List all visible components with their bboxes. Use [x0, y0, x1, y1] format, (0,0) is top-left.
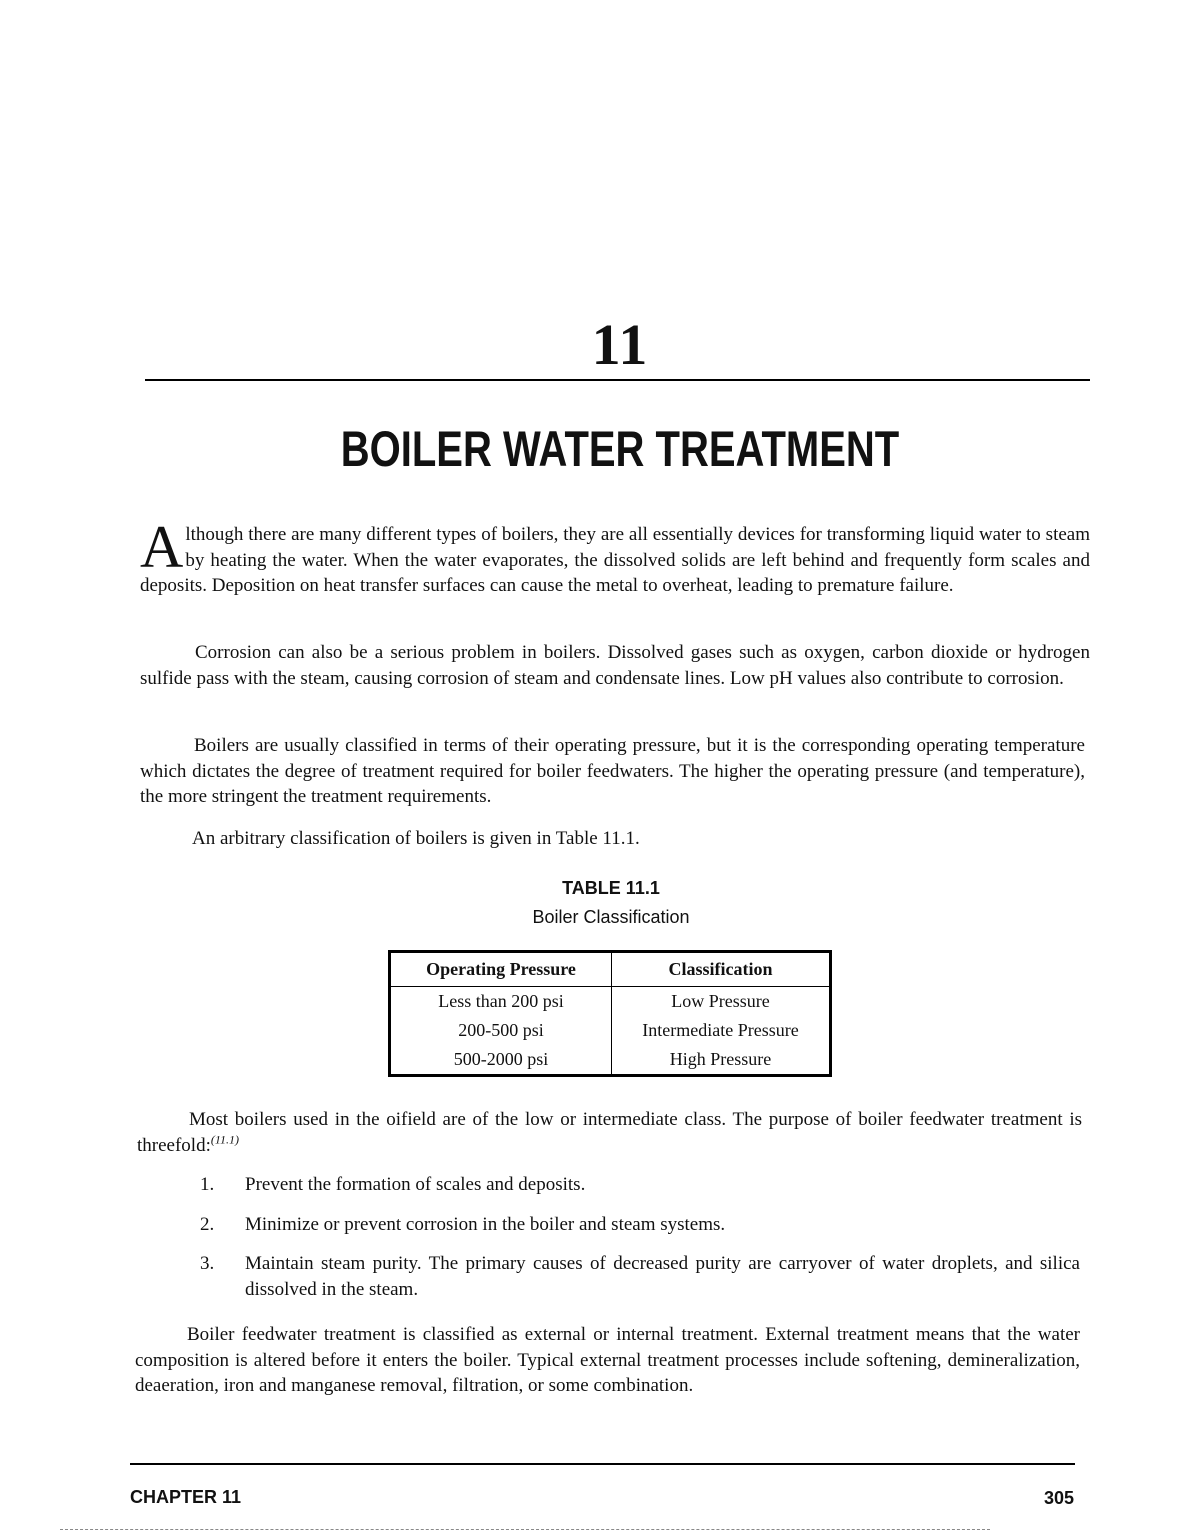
table-cell-classification: Low Pressure [671, 991, 770, 1011]
list-item-text: Maintain steam purity. The primary causes of decreased purity are carryover of water droplets, and silica dissolved in the steam. [245, 1253, 1080, 1300]
classification-paragraph: Boilers are usually classified in terms of their operating pressure, but it is the corresponding operating temperature which dictates the degree of treatment required for boiler feedwaters. The higher the operating pressure (and temperature), the more stringent the treatment requirements. [140, 735, 1085, 807]
list-item-number: 1. [200, 1174, 215, 1195]
table-cell-pressure: 500-2000 psi [390, 1045, 612, 1076]
table-cell-pressure: 200-500 psi [390, 1016, 612, 1045]
column-header-classification: Classification [612, 952, 831, 987]
list-item-text: Minimize or prevent corrosion in the boiler and steam systems. [245, 1213, 726, 1235]
table-row [390, 987, 831, 1017]
list-item-text: Prevent the formation of scales and deposits. [245, 1174, 586, 1195]
table-cell-classification: High Pressure [669, 1049, 772, 1069]
chapter-title: BOILER WATER TREATMENT [340, 421, 900, 477]
header-rule [145, 379, 1090, 381]
citation-reference: (11.1) [210, 1132, 239, 1147]
list-item-number: 2. [200, 1213, 215, 1235]
table-header-row [390, 952, 831, 987]
oilfield-text: Most boilers used in the oifield are of the low or intermediate class. The purpose of boiler feedwater treatment is threefold: [137, 1109, 1082, 1156]
corrosion-paragraph: Corrosion can also be a serious problem in boilers. Dissolved gases such as oxygen, carbon dioxide or hydrogen sulfide pass with the steam, causing corrosion of steam and condensate lines. Low pH values also contribute to corrosion. [140, 642, 1090, 689]
table-row [390, 1016, 831, 1045]
column-header-pressure: Operating Pressure [390, 952, 612, 987]
intro-text: lthough there are many different types of boilers, they are all essentially devices for transforming liquid water to steam by heating the water. When the water evaporates, the dissolved solids are left behind and frequently form scales and deposits. Deposition on heat transfer surfaces can cause the metal to overheat, leading to premature failure. [140, 524, 1090, 596]
table-cell-classification: Intermediate Pressure [642, 1020, 799, 1040]
table-label: TABLE 11.1 [562, 878, 660, 898]
treatment-purposes-list [200, 1172, 1080, 1316]
chapter-number: 11 [591, 312, 649, 377]
drop-cap: A [140, 514, 184, 580]
table-cell-pressure: Less than 200 psi [390, 987, 612, 1017]
external-treatment-paragraph: Boiler feedwater treatment is classified as external or internal treatment. External treatment means that the water composition is altered before it enters the boiler. Typical external treatment processes include softening, demineralization, deaeration, iron and manganese removal, filtration, or some combination. [135, 1324, 1080, 1396]
list-item [200, 1172, 1080, 1198]
scan-edge-line [60, 1529, 990, 1530]
oilfield-paragraph [137, 1107, 1082, 1158]
page-number: 305 [1043, 1488, 1074, 1508]
footer-chapter-label: CHAPTER 11 [130, 1487, 242, 1507]
table-caption: Boiler Classification [532, 907, 690, 927]
footer-rule [130, 1463, 1075, 1465]
intro-paragraph [140, 514, 1090, 599]
list-item [200, 1212, 1080, 1238]
boiler-classification-table [388, 950, 832, 1077]
table-reference-paragraph: An arbitrary classification of boilers is given in Table 11.1. [192, 828, 640, 849]
table-row [390, 1045, 831, 1076]
list-item-number: 3. [200, 1253, 215, 1274]
list-item [200, 1251, 1080, 1302]
